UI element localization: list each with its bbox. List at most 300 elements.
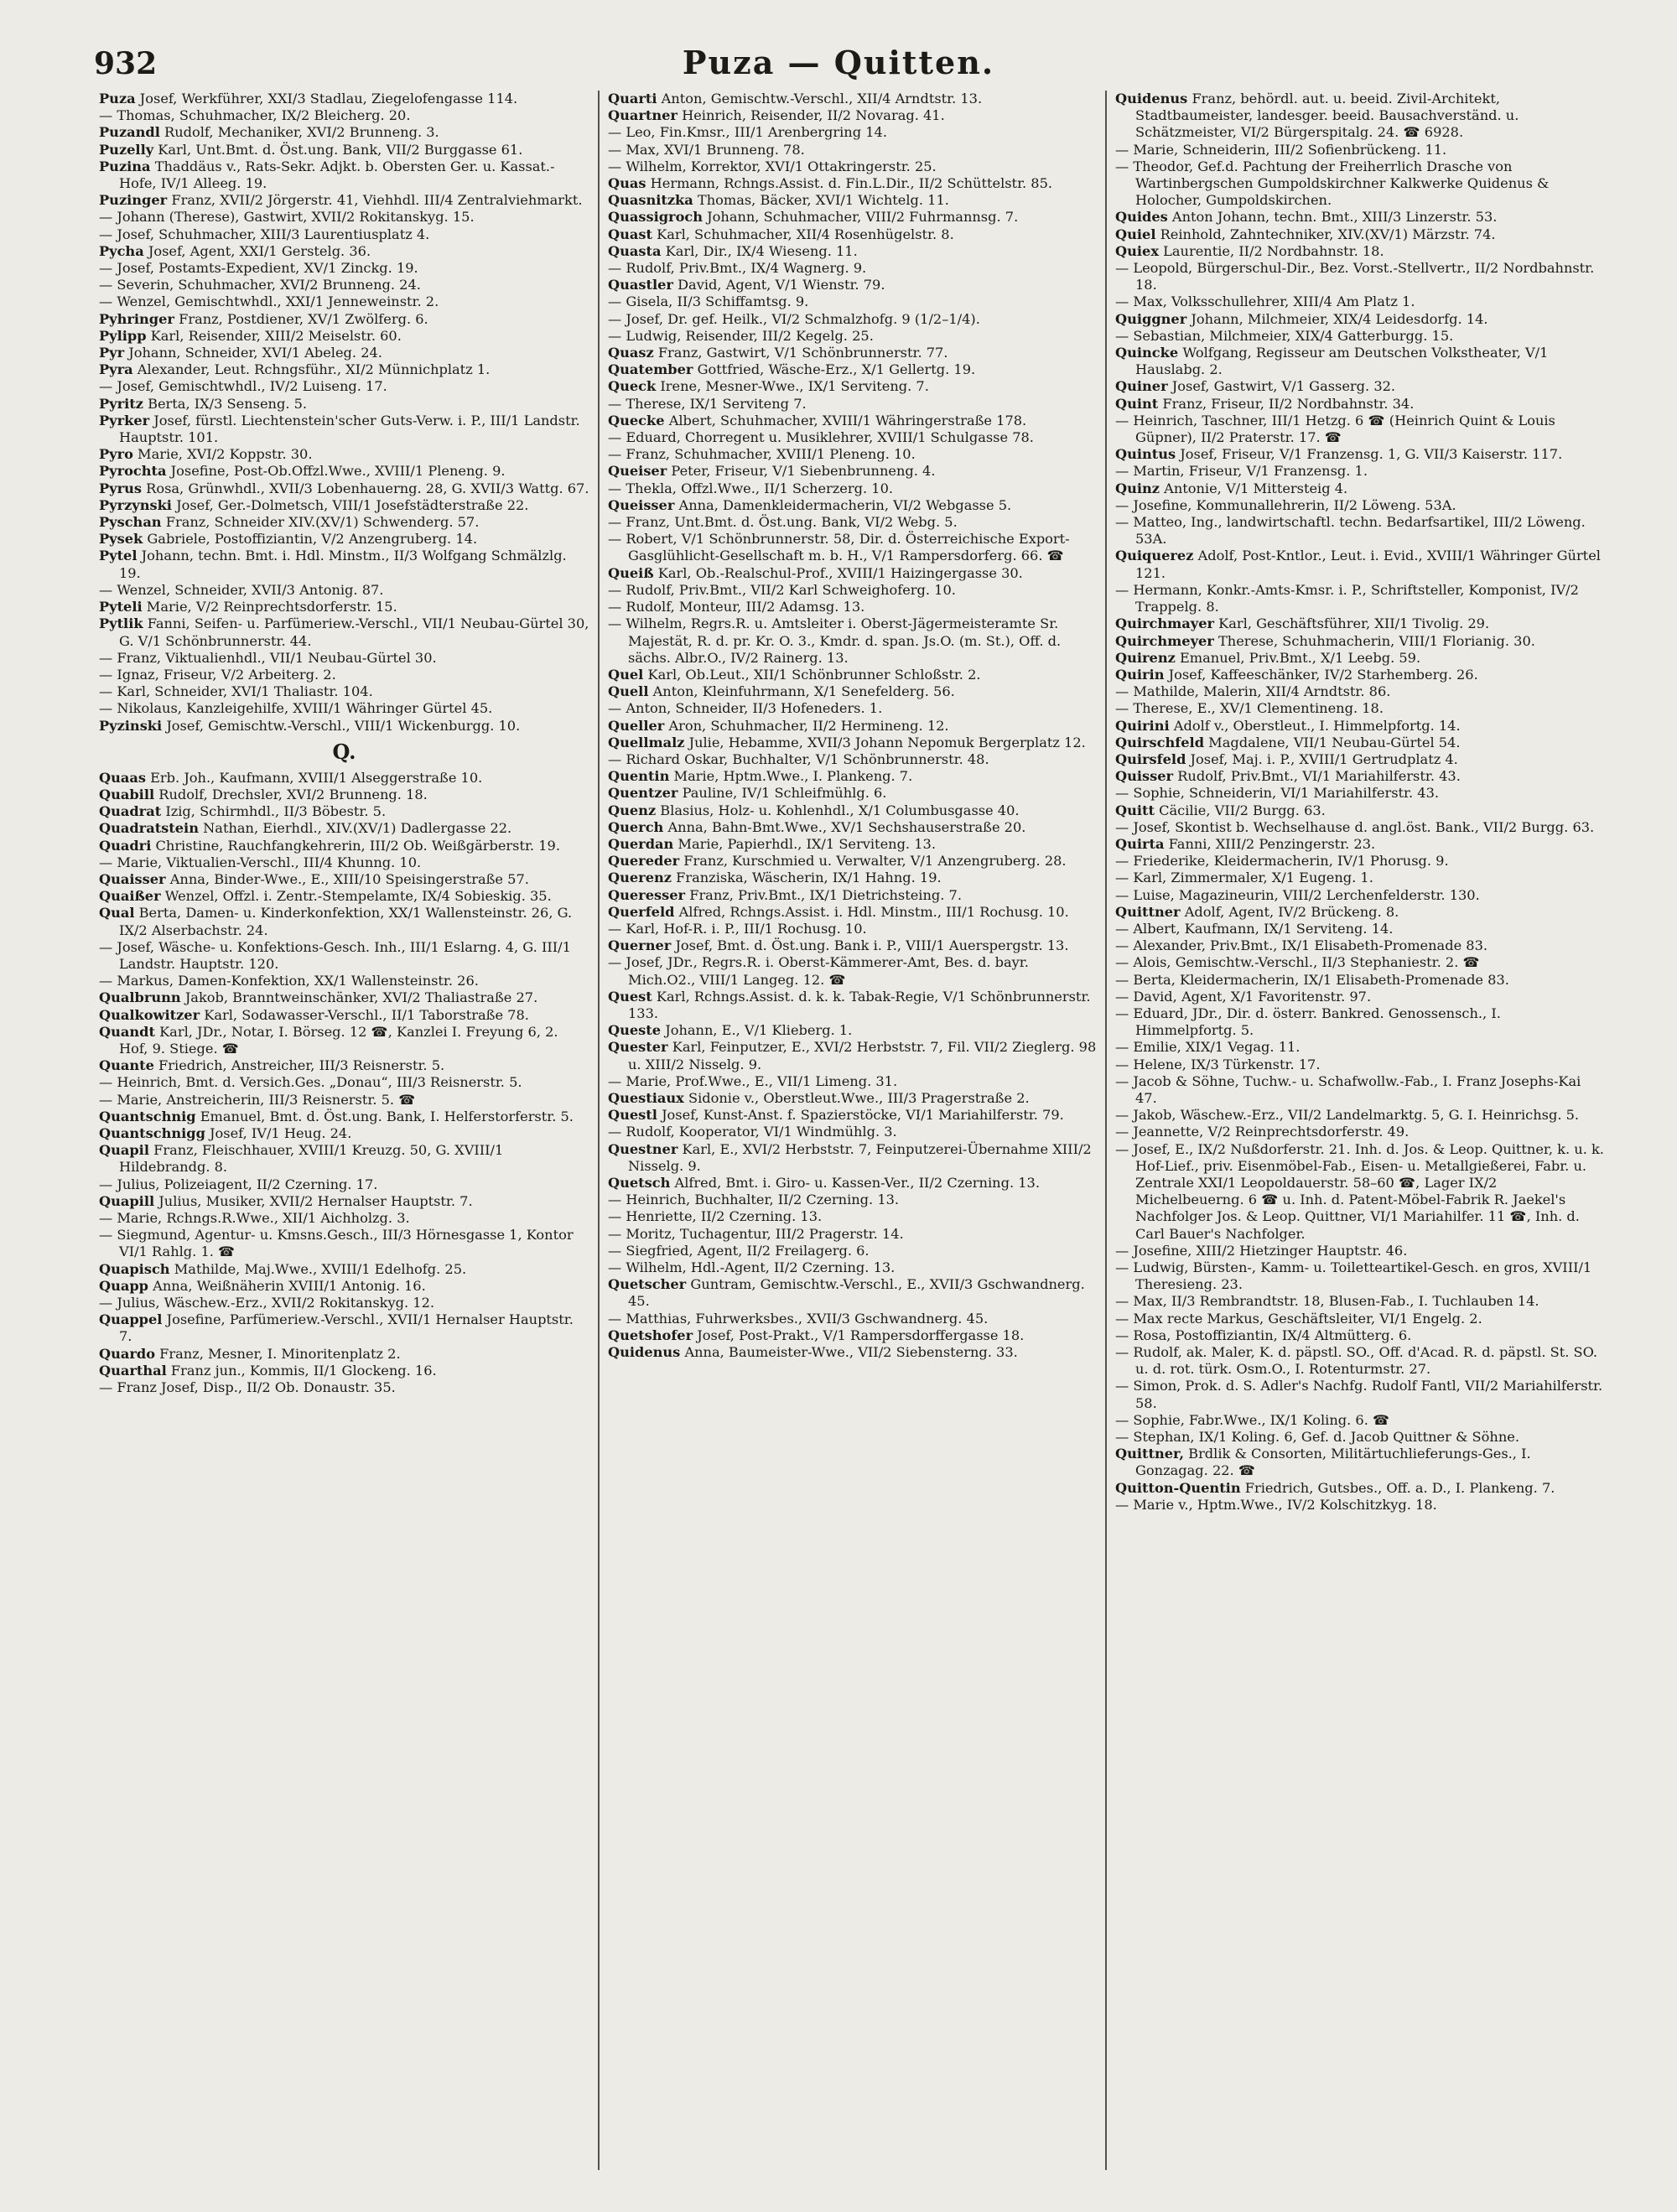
directory-entry — [1115, 497, 1604, 514]
entry-surname: Quantschnigg — [99, 1124, 205, 1141]
entry-surname: Pysek — [99, 531, 143, 548]
entry-text: Friedrich, Gutsbes., Off. a. D., I. Plankeng. 7. — [1240, 1479, 1555, 1496]
entry-text: — Mathilde, Malerin, XII/4 Arndtstr. 86. — [1115, 683, 1391, 700]
entry-text: Alexander, Leut. Rchngsführ., XI/2 Münnichplatz 1. — [132, 361, 491, 378]
directory-entry — [1115, 1378, 1604, 1411]
column-right — [1105, 91, 1612, 2170]
entry-surname: Quidenus — [1115, 91, 1188, 106]
entry-text: Karl, Rchngs.Assist. d. k. k. Tabak-Regie, V/1 Schönbrunnerstr. 133. — [628, 988, 1091, 1021]
entry-text: — Luise, Magazineurin, VIII/2 Lerchenfelderstr. 130. — [1115, 886, 1480, 903]
entry-surname: Querner — [608, 937, 672, 954]
directory-entry — [1115, 480, 1604, 497]
directory-entry — [1115, 1480, 1604, 1497]
entry-text: Josef, Post-Prakt., V/1 Rampersdorffergasse 18. — [693, 1327, 1025, 1343]
entry-text: — Wenzel, Gemischtwhdl., XXI/1 Jenneweinstr. 2. — [99, 293, 439, 310]
directory-entry — [99, 718, 589, 735]
entry-text: — Jacob & Söhne, Tuchw.- u. Schafwollw.-Fab., I. Franz Josephs-Kai 47. — [1115, 1072, 1581, 1106]
entry-text: — David, Agent, X/1 Favoritenstr. 97. — [1115, 988, 1372, 1005]
directory-entry — [99, 770, 589, 787]
entry-surname: Quardo — [99, 1345, 156, 1362]
entry-text: Marie, Hptm.Wwe., I. Plankeng. 7. — [669, 768, 913, 785]
entry-surname: Quirsfeld — [1115, 750, 1186, 767]
entry-text: Josef, Ger.-Dolmetsch, VIII/1 Josefstädterstraße 22. — [171, 496, 529, 513]
directory-entry — [608, 735, 1097, 751]
directory-entry — [608, 1208, 1097, 1225]
directory-entry — [99, 989, 589, 1006]
directory-entry — [608, 1141, 1097, 1175]
directory-entry — [99, 1176, 589, 1193]
entry-text: — Ludwig, Reisender, III/2 Kegelg. 25. — [608, 327, 874, 344]
directory-entry — [1115, 514, 1604, 548]
directory-entry — [99, 1227, 589, 1260]
entry-text: Blasius, Holz- u. Kohlenhdl., X/1 Columbusgasse 40. — [656, 802, 1020, 818]
entry-surname: Puzandl — [99, 124, 160, 141]
column-left — [91, 91, 598, 2170]
directory-entry — [608, 683, 1097, 700]
entry-text: Johann, Schneider, XVI/1 Abeleg. 24. — [124, 345, 382, 361]
entry-text: Franz, Kurschmied u. Verwalter, V/1 Anzengruberg. 28. — [679, 853, 1067, 870]
entry-text: Adolf v., Oberstleut., I. Himmelpfortg. 14. — [1169, 717, 1461, 734]
entry-surname: Queresser — [608, 886, 686, 903]
entry-text: — Josef, JDr., Regrs.R. i. Oberst-Kämmerer-Amt, Bes. d. bayr. Mich.O2., VIII/1 Langeg. 12. ☎ — [608, 954, 1029, 988]
entry-text: Wenzel, Offzl. i. Zentr.-Stempelamte, IX/4 Sobieskig. 35. — [160, 888, 552, 905]
entry-text: Franz, Postdiener, XV/1 Zwölferg. 6. — [174, 310, 428, 327]
entry-text: — Josefine, XIII/2 Hietzinger Hauptstr. 46. — [1115, 1242, 1408, 1259]
entry-surname: Quincke — [1115, 345, 1179, 361]
directory-entry — [1115, 1293, 1604, 1310]
entry-surname: Pyrus — [99, 480, 142, 496]
directory-entry — [99, 107, 589, 124]
entry-text: — Emilie, XIX/1 Vegag. 11. — [1115, 1039, 1301, 1056]
directory-entry — [1115, 802, 1604, 819]
directory-entry — [99, 1109, 589, 1125]
entry-text: — Marie, Rchngs.R.Wwe., XII/1 Aichholzg. 3. — [99, 1210, 410, 1226]
entry-text: — Julius, Wäschew.-Erz., XVII/2 Rokitanskyg. 12. — [99, 1295, 435, 1311]
directory-entry — [608, 497, 1097, 514]
entry-surname: Quirta — [1115, 835, 1165, 852]
entry-surname: Quiel — [1115, 226, 1156, 242]
directory-entry — [1115, 1311, 1604, 1327]
directory-entry — [608, 1226, 1097, 1243]
entry-text: Rudolf, Mechaniker, XVI/2 Brunneng. 3. — [159, 124, 439, 141]
entry-text: Izig, Schirmhdl., II/3 Böbestr. 5. — [161, 803, 387, 820]
entry-text: — Alexander, Priv.Bmt., IX/1 Elisabeth-Promenade 83. — [1115, 937, 1488, 954]
directory-entry — [1115, 1429, 1604, 1446]
entry-text: Johann, techn. Bmt. i. Hdl. Minstm., II/3 Wolfgang Schmälzlg. 19. — [119, 548, 567, 581]
directory-entry — [99, 1007, 589, 1024]
directory-entry — [1115, 1057, 1604, 1073]
entry-surname: Pycha — [99, 242, 144, 259]
directory-entry — [1115, 785, 1604, 802]
directory-entry — [1115, 1497, 1604, 1514]
entry-surname: Quapp — [99, 1277, 148, 1294]
entry-text: Franziska, Wäscherin, IX/1 Hahng. 19. — [671, 870, 942, 886]
directory-entry — [99, 939, 589, 973]
directory-entry — [99, 396, 589, 413]
entry-surname: Pyrochta — [99, 463, 167, 480]
directory-entry — [99, 209, 589, 226]
entry-surname: Quapisch — [99, 1260, 170, 1277]
entry-text: — Markus, Damen-Konfektion, XX/1 Wallensteinstr. 26. — [99, 973, 479, 989]
entry-surname: Quarti — [608, 91, 657, 106]
directory-entry — [1115, 396, 1604, 413]
entry-surname: Quantschnig — [99, 1108, 196, 1124]
entry-text: Johann, E., V/1 Klieberg. 1. — [661, 1022, 853, 1039]
entry-text: — Rudolf, Priv.Bmt., IX/4 Wagnerg. 9. — [608, 260, 867, 277]
entry-text: Josef, IV/1 Heug. 24. — [205, 1124, 352, 1141]
entry-surname: Quast — [608, 226, 652, 242]
entry-text: Karl, Ob.-Realschul-Prof., XVIII/1 Haizingergasse 30. — [653, 564, 1023, 581]
directory-entry — [1115, 226, 1604, 243]
directory-entry — [1115, 158, 1604, 210]
entry-text: Anton Johann, techn. Bmt., XIII/3 Linzerstr. 53. — [1167, 209, 1498, 226]
directory-entry — [99, 803, 589, 820]
directory-entry — [608, 480, 1097, 497]
entry-surname: Quatember — [608, 361, 693, 378]
directory-entry — [608, 1090, 1097, 1107]
directory-entry — [608, 311, 1097, 328]
directory-entry — [608, 277, 1097, 293]
directory-entry — [1115, 954, 1604, 971]
directory-entry — [99, 871, 589, 888]
entry-text: — Sophie, Schneiderin, VI/1 Mariahilferstr. 43. — [1115, 785, 1440, 802]
entry-text: — Josef, Skontist b. Wechselhause d. angl.öst. Bank., VII/2 Burgg. 63. — [1115, 818, 1595, 835]
entry-text: — Thomas, Schuhmacher, IX/2 Bleicherg. 20. — [99, 107, 411, 124]
entry-text: Guntram, Gemischtw.-Verschl., E., XVII/3 Gschwandnerg. 45. — [628, 1276, 1085, 1310]
entry-text: — Friederike, Kleidermacherin, IV/1 Phorusg. 9. — [1115, 853, 1449, 870]
entry-text: Cäcilie, VII/2 Burgg. 63. — [1154, 802, 1326, 818]
entry-text: — Max, Volksschullehrer, XIII/4 Am Platz 1. — [1115, 293, 1415, 310]
entry-surname: Puzinger — [99, 192, 168, 209]
directory-entry — [99, 838, 589, 854]
entry-text: Nathan, Eierhdl., XIV.(XV/1) Dadlergasse 22. — [198, 820, 512, 837]
directory-entry — [99, 1346, 589, 1363]
directory-entry — [99, 700, 589, 717]
directory-entry — [1115, 1243, 1604, 1259]
entry-surname: Quentin — [608, 768, 670, 785]
entry-surname: Querfeld — [608, 903, 675, 920]
entry-text: Franz jun., Kommis, II/1 Glockeng. 16. — [166, 1362, 437, 1379]
directory-entry — [1115, 683, 1604, 700]
directory-entry — [1115, 582, 1604, 615]
entry-text: David, Agent, V/1 Wienstr. 79. — [672, 277, 885, 293]
entry-text: Anna, Weißnäherin XVIII/1 Antonig. 16. — [148, 1277, 426, 1294]
entry-surname: Quellmalz — [608, 734, 685, 750]
entry-text: — Karl, Hof-R. i. P., III/1 Rochusg. 10. — [608, 920, 867, 937]
directory-entry — [99, 820, 589, 837]
entry-surname: Questner — [608, 1140, 678, 1157]
directory-entry — [608, 1243, 1097, 1259]
directory-entry — [99, 1024, 589, 1057]
entry-surname: Quisser — [1115, 768, 1174, 785]
entry-text: — Sophie, Fabr.Wwe., IX/1 Koling. 6. ☎ — [1115, 1411, 1390, 1428]
directory-entry — [608, 954, 1097, 988]
directory-entry — [1115, 768, 1604, 785]
directory-entry — [608, 192, 1097, 209]
entry-text: Laurentie, II/2 Nordbahnstr. 18. — [1158, 242, 1384, 259]
entry-text: Christine, Rauchfangkehrerin, III/2 Ob. Weißgärberstr. 19. — [151, 837, 560, 854]
entry-text: Rudolf, Priv.Bmt., VI/1 Mariahilferstr. 43. — [1173, 768, 1461, 785]
entry-text: — Robert, V/1 Schönbrunnerstr. 58, Dir. d. Österreichische Export-Gasglühlicht-Gesellschaft m. b. H., V/1 Rampersdorferg. 66. ☎ — [608, 531, 1070, 564]
entry-text: — Henriette, II/2 Czerning. 13. — [608, 1208, 823, 1225]
entry-surname: Quides — [1115, 209, 1168, 226]
entry-text: — Franz, Viktualienhdl., VII/1 Neubau-Gürtel 30. — [99, 649, 437, 666]
entry-text: Julius, Musiker, XVII/2 Hernalser Hauptstr. 7. — [154, 1192, 473, 1209]
entry-text: — Helene, IX/3 Türkenstr. 17. — [1115, 1056, 1321, 1072]
entry-text: Reinhold, Zahntechniker, XIV.(XV/1) Märzstr. 74. — [1155, 226, 1496, 242]
entry-surname: Pytlik — [99, 615, 143, 632]
entry-surname: Quirenz — [1115, 649, 1176, 666]
directory-entry — [1115, 751, 1604, 768]
entry-surname: Quiquerez — [1115, 548, 1194, 564]
directory-entry — [99, 446, 589, 463]
entry-surname: Quetsch — [608, 1175, 671, 1191]
entry-text: Peter, Friseur, V/1 Siebenbrunneng. 4. — [667, 463, 936, 480]
directory-entry — [608, 378, 1097, 395]
entry-text: Marie, XVI/2 Koppstr. 30. — [132, 446, 313, 463]
entry-surname: Qualbrunn — [99, 989, 181, 1006]
entry-text: Irene, Mesner-Wwe., IX/1 Serviteng. 7. — [656, 378, 929, 395]
entry-text: — Martin, Friseur, V/1 Franzensg. 1. — [1115, 463, 1368, 480]
directory-entry — [608, 175, 1097, 192]
directory-entry — [99, 1261, 589, 1278]
entry-text: Anna, Damenkleidermacherin, VI/2 Webgasse 5. — [674, 496, 1012, 513]
entry-text: — Ignaz, Friseur, V/2 Arbeiterg. 2. — [99, 666, 336, 683]
directory-entry — [99, 1363, 589, 1379]
entry-surname: Querch — [608, 818, 664, 835]
entry-surname: Quaisser — [99, 870, 166, 887]
entry-text: — Max, XVI/1 Brunneng. 78. — [608, 141, 805, 158]
entry-text: Karl, Unt.Bmt. d. Öst.ung. Bank, VII/2 Burggasse 61. — [153, 141, 523, 158]
entry-text: — Heinrich, Bmt. d. Versich.Ges. „Donau“, III/3 Reisnerstr. 5. — [99, 1074, 522, 1091]
directory-entry — [99, 497, 589, 514]
entry-surname: Quirini — [1115, 717, 1170, 734]
entry-text: — Marie, Anstreicherin, III/3 Reisnerstr. 5. ☎ — [99, 1091, 416, 1108]
entry-text: Therese, Schuhmacherin, VIII/1 Florianig. 30. — [1213, 632, 1535, 649]
entry-text: — Matteo, Ing., landwirtschaftl. techn. Bedarfsartikel, III/2 Löweng. 53A. — [1115, 514, 1586, 548]
directory-entry — [1115, 853, 1604, 870]
directory-entry — [99, 413, 589, 446]
entry-surname: Queisser — [608, 496, 675, 513]
running-title: Puza — Quitten. — [682, 44, 995, 81]
directory-entry — [99, 787, 589, 803]
directory-entry — [1115, 378, 1604, 395]
entry-text: Jakob, Branntweinschänker, XVI/2 Thaliastraße 27. — [180, 989, 538, 1006]
entry-text: — Wenzel, Schneider, XVII/3 Antonig. 87. — [99, 581, 384, 598]
entry-surname: Pyzinski — [99, 717, 163, 734]
entry-text: Anton, Kleinfuhrmann, X/1 Senefelderg. 56. — [648, 683, 955, 700]
directory-entry — [1115, 548, 1604, 581]
entry-text: Emanuel, Bmt. d. Öst.ung. Bank, I. Helferstorferstr. 5. — [195, 1108, 574, 1124]
directory-entry — [1115, 1446, 1604, 1479]
entry-text: — Berta, Kleidermacherin, IX/1 Elisabeth-Promenade 83. — [1115, 971, 1509, 988]
directory-entry — [99, 277, 589, 293]
directory-entry — [608, 853, 1097, 870]
entry-text: — Richard Oskar, Buchhalter, V/1 Schönbrunnerstr. 48. — [608, 750, 989, 767]
entry-text: Josef, Bmt. d. Öst.ung. Bank i. P., VIII/1 Auerspergstr. 13. — [671, 937, 1069, 954]
directory-entry — [608, 870, 1097, 886]
entry-surname: Pyr — [99, 345, 125, 361]
directory-entry — [99, 1210, 589, 1227]
entry-text: Rudolf, Drechsler, XVI/2 Brunneng. 18. — [154, 786, 428, 802]
directory-entry — [1115, 446, 1604, 463]
entry-surname: Pyhringer — [99, 310, 174, 327]
entry-surname: Quereder — [608, 853, 680, 870]
entry-text: — Moritz, Tuchagentur, III/2 Pragerstr. 14. — [608, 1225, 904, 1242]
entry-text: Albert, Schuhmacher, XVIII/1 Währingerstraße 178. — [664, 412, 1027, 428]
directory-entry — [99, 531, 589, 548]
directory-entry — [608, 887, 1097, 904]
entry-surname: Quirschfeld — [1115, 734, 1205, 750]
entry-text: Adolf, Post-Kntlor., Leut. i. Evid., XVIII/1 Währinger Gürtel 121. — [1135, 548, 1601, 581]
directory-entry — [99, 361, 589, 378]
entry-text: Josef, Agent, XXI/1 Gerstelg. 36. — [143, 242, 371, 259]
directory-entry — [608, 209, 1097, 226]
entry-text: — Franz, Unt.Bmt. d. Öst.ung. Bank, VI/2 Webg. 5. — [608, 514, 958, 531]
directory-entry — [99, 1125, 589, 1142]
entry-surname: Quirchmeyer — [1115, 632, 1214, 649]
entry-text: — Gisela, II/3 Schiffamtsg. 9. — [608, 293, 809, 310]
entry-surname: Qual — [99, 905, 135, 922]
entry-surname: Puza — [99, 91, 136, 106]
entry-surname: Quintus — [1115, 446, 1176, 463]
directory-entry — [99, 650, 589, 667]
directory-entry — [608, 361, 1097, 378]
directory-entry — [1115, 1327, 1604, 1344]
entry-text: — Alois, Gemischtw.-Verschl., II/3 Stephaniestr. 2. ☎ — [1115, 954, 1480, 971]
entry-surname: Quaißer — [99, 888, 161, 905]
entry-surname: Queller — [608, 717, 665, 734]
entry-text: — Leopold, Bürgerschul-Dir., Bez. Vorst.-Stellvertr., II/2 Nordbahnstr. 18. — [1115, 260, 1595, 293]
entry-surname: Quirchmayer — [1115, 615, 1215, 632]
entry-text: — Johann (Therese), Gastwirt, XVII/2 Rokitanskyg. 15. — [99, 209, 475, 226]
entry-text: Karl, E., XVI/2 Herbststr. 7, Feinputzerei-Übernahme XIII/2 Nisselg. 9. — [628, 1140, 1092, 1174]
directory-entry — [99, 260, 589, 277]
entry-text: Thomas, Bäcker, XVI/1 Wichtelg. 11. — [693, 192, 949, 209]
directory-entry — [608, 1192, 1097, 1208]
directory-entry — [99, 463, 589, 480]
directory-entry — [608, 1327, 1097, 1344]
entry-surname: Pyra — [99, 361, 133, 378]
directory-entry — [608, 785, 1097, 802]
directory-entry — [1115, 904, 1604, 921]
directory-entry — [1115, 1344, 1604, 1378]
directory-entry — [99, 599, 589, 615]
entry-surname: Quecke — [608, 412, 665, 428]
directory-entry — [608, 1276, 1097, 1310]
entry-surname: Quandt — [99, 1023, 155, 1040]
entry-text: Anton, Gemischtw.-Verschl., XII/4 Arndtstr. 13. — [657, 91, 983, 106]
entry-surname: Quetscher — [608, 1276, 687, 1293]
entry-surname: Quasnitzka — [608, 192, 693, 209]
entry-surname: Quappel — [99, 1311, 163, 1328]
directory-entry — [1115, 735, 1604, 751]
entry-text: Johann, Schuhmacher, VIII/2 Fuhrmannsg. 7. — [703, 209, 1019, 226]
directory-columns — [91, 91, 1612, 2170]
directory-entry — [99, 667, 589, 683]
directory-entry — [608, 463, 1097, 480]
directory-entry — [608, 1022, 1097, 1039]
directory-entry — [608, 802, 1097, 819]
entry-text: — Severin, Schuhmacher, XVI/2 Brunneng. 24. — [99, 277, 421, 293]
directory-entry — [608, 1311, 1097, 1327]
directory-entry — [608, 446, 1097, 463]
directory-entry — [608, 91, 1097, 107]
entry-text: Brdlik & Consorten, Militärtuchlieferungs-Ges., I. Gonzagag. 22. ☎ — [1135, 1446, 1531, 1479]
entry-text: Franz, Schneider XIV.(XV/1) Schwenderg. 57. — [161, 514, 480, 531]
entry-text: — Wilhelm, Regrs.R. u. Amtsleiter i. Oberst-Jägermeisteramte Sr. Majestät, R. d. pr. Kr. O. 3., Kmdr. d. span. Js.O. (m. St.), Off. d. sächs. Albr.O., IV/2 Rainerg. 13. — [608, 615, 1062, 666]
directory-entry — [99, 378, 589, 395]
directory-entry — [608, 260, 1097, 277]
entry-surname: Quartner — [608, 107, 678, 124]
entry-text: Rosa, Grünwhdl., XVII/3 Lobenhauerng. 28, G. XVII/3 Wattg. 67. — [142, 480, 589, 496]
entry-surname: Querdan — [608, 835, 674, 852]
entry-surname: Quint — [1115, 395, 1159, 412]
entry-surname: Queiser — [608, 463, 667, 480]
directory-entry — [99, 582, 589, 599]
entry-text: — Rudolf, ak. Maler, K. d. päpstl. SO., Off. d'Acad. R. d. päpstl. St. SO. u. d. rot. türk. Osm.O., I. Rotenturmstr. 27. — [1115, 1344, 1598, 1378]
entry-surname: Quitt — [1115, 802, 1155, 818]
directory-entry — [99, 1074, 589, 1091]
entry-text: Karl, Sodawasser-Verschl., II/1 Taborstraße 78. — [200, 1006, 529, 1023]
entry-surname: Pytel — [99, 548, 138, 564]
entry-surname: Quittner, — [1115, 1446, 1185, 1462]
directory-entry — [608, 937, 1097, 954]
directory-entry — [1115, 836, 1604, 853]
directory-entry — [608, 718, 1097, 735]
entry-text: Josef, fürstl. Liechtenstein'scher Guts-Verw. i. P., III/1 Landstr. Hauptstr. 101. — [119, 412, 580, 446]
entry-text: Julie, Hebamme, XVII/3 Johann Nepomuk Bergerplatz 12. — [684, 734, 1086, 750]
directory-entry — [1115, 260, 1604, 293]
entry-text: Franz, Mesner, I. Minoritenplatz 2. — [155, 1345, 401, 1362]
directory-entry — [608, 768, 1097, 785]
entry-text: Franz, Gastwirt, V/1 Schönbrunnerstr. 77. — [653, 345, 948, 361]
entry-text: — Eduard, JDr., Dir. d. österr. Bankred. Genossensch., I. Himmelpfortg. 5. — [1115, 1005, 1501, 1039]
entry-text: — Rudolf, Kooperator, VI/1 Windmühlg. 3. — [608, 1124, 897, 1140]
entry-surname: Quentzer — [608, 785, 678, 802]
entry-text: Emanuel, Priv.Bmt., X/1 Leebg. 59. — [1175, 649, 1421, 666]
entry-surname: Puzina — [99, 158, 151, 174]
entry-surname: Quel — [608, 666, 644, 683]
entry-surname: Quidenus — [608, 1344, 681, 1361]
directory-entry — [99, 683, 589, 700]
entry-text: Franz, Priv.Bmt., IX/1 Dietrichsteing. 7. — [685, 886, 962, 903]
entry-surname: Quittner — [1115, 903, 1181, 920]
directory-entry — [1115, 615, 1604, 632]
directory-entry — [608, 615, 1097, 667]
entry-text: Anna, Baumeister-Wwe., VII/2 Siebensterng. 33. — [680, 1344, 1018, 1361]
entry-text: Josef, Gemischtw.-Verschl., VIII/1 Wickenburgg. 10. — [162, 717, 521, 734]
directory-entry — [1115, 650, 1604, 667]
entry-text: Josef, Kunst-Anst. f. Spazierstöcke, VI/1 Mariahilferstr. 79. — [657, 1107, 1064, 1124]
directory-entry — [608, 243, 1097, 260]
entry-text: — Siegmund, Agentur- u. Kmsns.Gesch., III/3 Hörnesgasse 1, Kontor VI/1 Rahlg. 1. ☎ — [99, 1227, 574, 1260]
entry-text: — Jeannette, V/2 Reinprechtsdorferstr. 49. — [1115, 1124, 1410, 1140]
entry-text: Josef, Friseur, V/1 Franzensg. 1, G. VII/3 Kaiserstr. 117. — [1176, 446, 1563, 463]
entry-text: Erb. Joh., Kaufmann, XVIII/1 Alseggerstraße 10. — [145, 769, 483, 786]
directory-entry — [99, 345, 589, 361]
directory-entry — [608, 1039, 1097, 1072]
entry-text: Karl, JDr., Notar, I. Börseg. 12 ☎, Kanzlei I. Freyung 6, 2. Hof, 9. Stiege. ☎ — [119, 1023, 558, 1057]
directory-entry — [608, 836, 1097, 853]
directory-entry — [608, 599, 1097, 615]
entry-surname: Pyteli — [99, 599, 143, 615]
directory-entry — [99, 328, 589, 345]
entry-text: Heinrich, Reisender, II/2 Novarag. 41. — [677, 107, 945, 124]
entry-surname: Quirin — [1115, 666, 1165, 683]
entry-surname: Quell — [608, 683, 649, 700]
entry-text: — Max, II/3 Rembrandtstr. 18, Blusen-Fab., I. Tuchlauben 14. — [1115, 1293, 1539, 1310]
